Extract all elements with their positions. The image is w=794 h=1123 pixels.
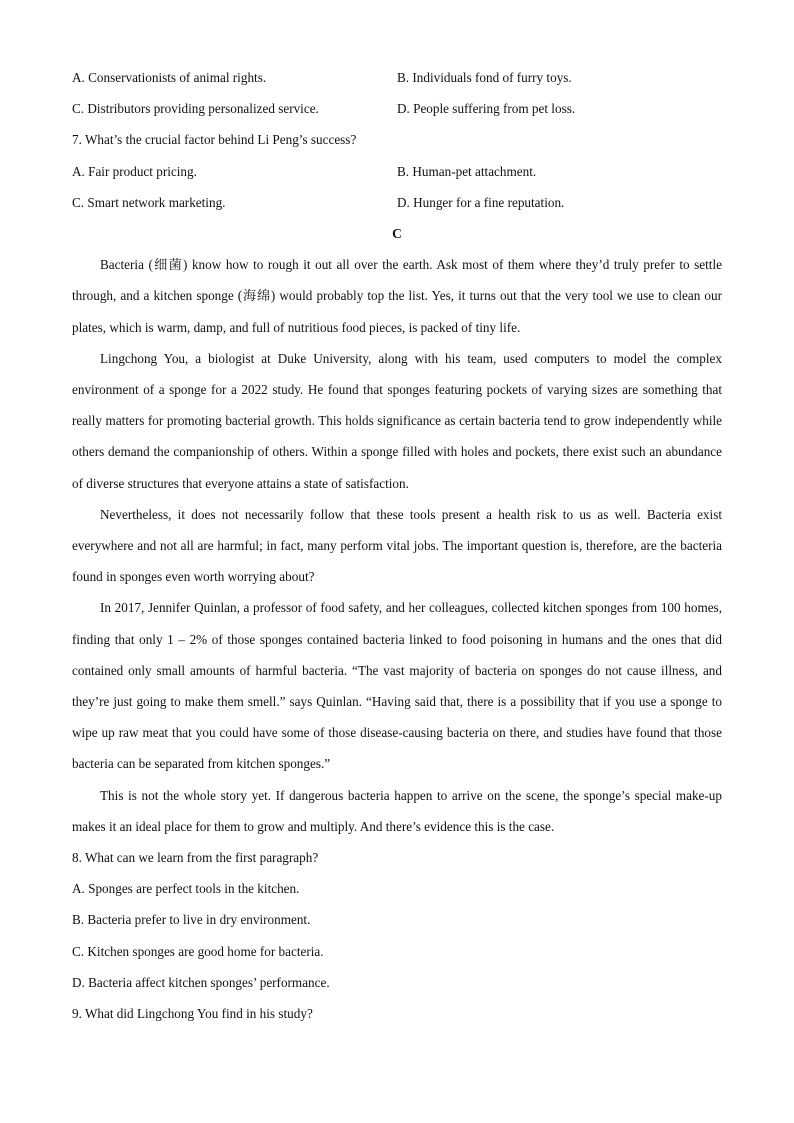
q7-option-c[interactable]: C. Smart network marketing.	[72, 194, 226, 210]
passage-paragraph-3: Nevertheless, it does not necessarily follow that these tools present a health risk to us as well. Bacteria exist everywhere and not all are harmful; in fact, many perform vital jobs. The important question is, therefore, are the bacteria found in sponges even worth worrying about?	[72, 506, 722, 585]
q6-options-row-1	[72, 62, 722, 93]
passage-paragraph-1: Bacteria (细菌) know how to rough it out all over the earth. Ask most of them where they’d truly prefer to settle through, and a kitchen sponge (海绵) would probably top the list. Yes, it turns out that the very tool we use to clean our plates, which is warm, damp, and full of nutritious food pieces, is packed of tiny life.	[72, 257, 722, 335]
q8-question: 8. What can we learn from the first paragraph?	[72, 849, 319, 865]
exam-page	[72, 62, 722, 1029]
q6-option-c[interactable]: C. Distributors providing personalized service.	[72, 101, 319, 117]
passage-paragraph-4: In 2017, Jennifer Quinlan, a professor of food safety, and her colleagues, collected kitchen sponges from 100 homes, finding that only 1 – 2% of those sponges contained bacteria linked to food poisoning in humans and the ones that did contained only small amounts of harmful bacteria. “The vast majority of bacteria on sponges do not cause illness, and they’re just going to make them smell.” says Quinlan. “Having said that, there is a possibility that if you use a sponge to wipe up raw meat that you could have some of those disease-causing bacteria on there, and studies have found that those bacteria can be separated from kitchen sponges.”	[72, 600, 722, 772]
q6-option-d[interactable]: D. People suffering from pet loss.	[397, 101, 576, 117]
passage-paragraph-5: This is not the whole story yet. If dangerous bacteria happen to arrive on the scene, the sponge’s special make-up makes it an ideal place for them to grow and multiply. And there’s evidence this is the case.	[72, 787, 722, 834]
q7-options-row-1	[72, 156, 722, 187]
q7-option-b[interactable]: B. Human-pet attachment.	[397, 163, 537, 179]
q7-option-d[interactable]: D. Hunger for a fine reputation.	[397, 194, 565, 210]
q6-option-a[interactable]: A. Conservationists of animal rights.	[72, 70, 267, 85]
section-title: C	[392, 225, 402, 241]
q7-option-a[interactable]: A. Fair product pricing.	[72, 163, 197, 179]
q7-options-row-2	[72, 187, 722, 218]
q7-question: 7. What’s the crucial factor behind Li Peng’s success?	[72, 132, 357, 148]
q8-option-c[interactable]: C. Kitchen sponges are good home for bacteria.	[72, 943, 324, 959]
reading-passage	[72, 249, 722, 842]
q6-option-b[interactable]: B. Individuals fond of furry toys.	[397, 70, 572, 85]
q8-option-a[interactable]: A. Sponges are perfect tools in the kitchen.	[72, 881, 300, 897]
passage-paragraph-2: Lingchong You, a biologist at Duke University, along with his team, used computers to model the complex environment of a sponge for a 2022 study. He found that sponges featuring pockets of varying sizes are something that really matters for promoting bacterial growth. This holds significance as certain bacteria tend to grow independently while others demand the companionship of others. Within a sponge filled with holes and pockets, there exist such an abundance of diverse structures that everyone attains a state of satisfaction.	[72, 350, 722, 491]
q9-question: 9. What did Lingchong You find in his study?	[72, 1005, 313, 1021]
q8-option-b[interactable]: B. Bacteria prefer to live in dry environment.	[72, 912, 311, 928]
q6-options-row-2	[72, 93, 722, 124]
q8-option-d[interactable]: D. Bacteria affect kitchen sponges’ performance.	[72, 974, 330, 990]
